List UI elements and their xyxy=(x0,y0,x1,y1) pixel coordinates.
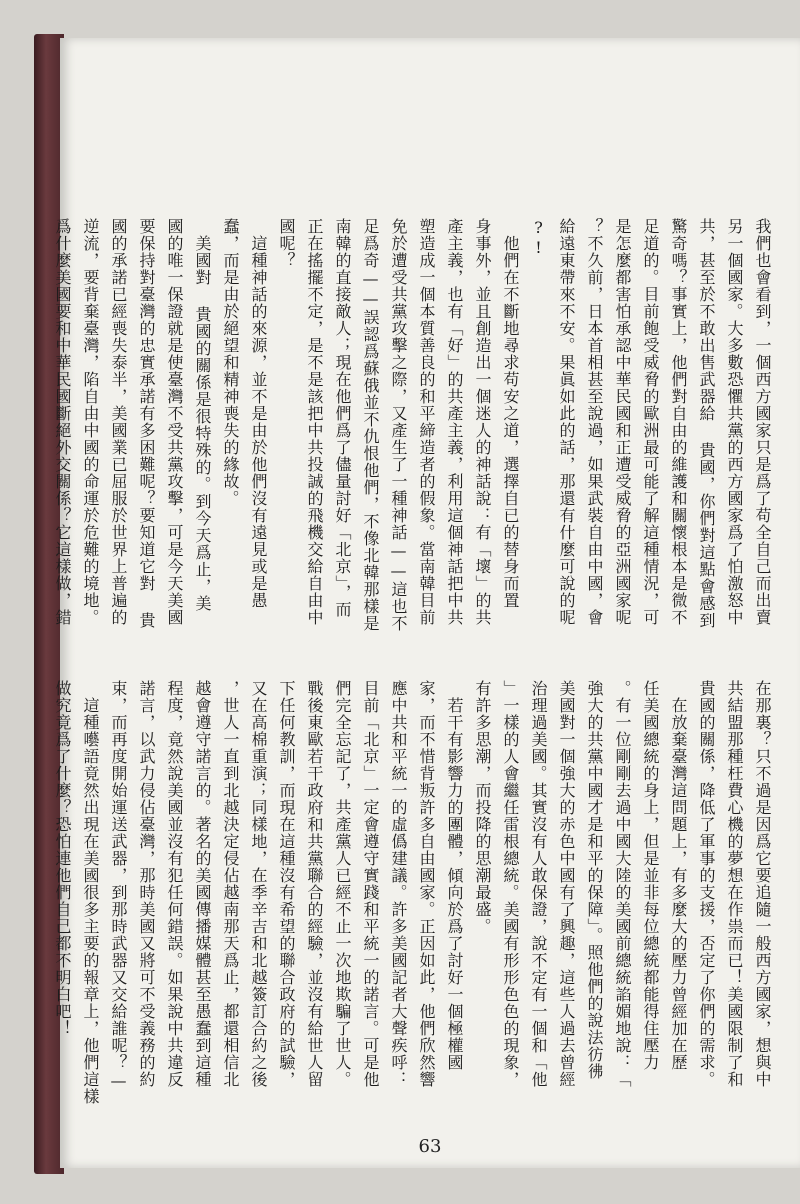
text-column: 驚奇嗎？事實上，他們對自由的維護和關懷根本是微不 xyxy=(669,218,688,626)
text-column: 爲什麼美國要和中華民國斷絕外交關係？它這樣做，錯 xyxy=(53,218,72,626)
text-column: 強大的共黨中國才是和平的保障」。照他們的說法彷彿 xyxy=(585,680,604,1080)
text-column: 美國對一個強大的赤色中國有了興趣，這些人過去曾經 xyxy=(557,680,576,1088)
text-column: 貴國的關係，降低了軍事的支援，否定了你們的需求。 xyxy=(697,680,716,1088)
text-column: 免於遭受共黨攻擊之際，又產生了一種神話——這也不 xyxy=(389,218,408,632)
text-column: 諾言，以武力侵佔臺灣，那時美國又將可不受義務的約 xyxy=(137,680,156,1088)
text-column: 是怎麼都害怕承認中華民國和正遭受威脅的亞洲國家呢 xyxy=(613,218,632,626)
text-column: 任美國總統的身上，但是並非每位總統都能得住壓力 xyxy=(641,680,660,1071)
text-column: 共，甚至於不敢出售武器給 貴國，你們對這點會感到 xyxy=(697,218,716,629)
text-column: 家，而不惜背叛許多自由國家。正因如此，他們欣然響 xyxy=(417,680,436,1088)
text-column: 身事外，並且創造出一個迷人的神話說：有「壞」的共 xyxy=(473,218,492,626)
text-column: 他們在不斷地尋求苟安之道，選擇自已的替身而置 xyxy=(501,218,520,609)
text-block-upper xyxy=(53,218,776,638)
text-column: 足爲奇——誤認爲蘇俄並不仇恨他們，不像北韓那樣是 xyxy=(361,218,380,632)
text-block-lower xyxy=(53,680,776,1120)
text-column: 要保持對臺灣的忠實承諾有多困難呢？要知道它對 貴 xyxy=(137,218,156,629)
text-column: 這種囈語竟然出現在美國很多主要的報章上，他們這樣 xyxy=(81,680,100,1105)
text-column: 國的唯一保證就是使臺灣不受共黨攻擊，可是今天美國 xyxy=(165,218,184,626)
text-column: 在放棄臺灣這問題上，有多麼大的壓力曾經加在歷 xyxy=(669,680,688,1071)
text-column: 正在搖擺不定，是不是該把中共投誠的飛機交給自由中 xyxy=(305,218,324,626)
text-column: ，世人一直到北越決定侵佔越南那天爲止，都還相信北 xyxy=(221,680,240,1088)
text-column: 國的承諾已經喪失泰半，美國業已屈服於世界上普遍的 xyxy=(109,218,128,626)
text-column: 戰後東歐若干政府和共黨聯合的經驗，並沒有給世人留 xyxy=(305,680,324,1088)
text-column: 做究竟爲了什麼？恐怕連他們自己都不明白吧！ xyxy=(53,680,72,1037)
text-column: 越會遵守諾言的。著名的美國傳播媒體甚至愚蠢到這種 xyxy=(193,680,212,1088)
text-column: 美國對 貴國的關係是很特殊的。到今天爲止，美 xyxy=(193,218,212,612)
text-column: 。有一位剛剛去過中國大陸的美國前總統諂媚地說：「 xyxy=(613,680,632,1088)
text-column: 國呢？ xyxy=(277,218,296,269)
text-column: 給遠東帶來不安。果眞如此的話，那還有什麼可說的呢 xyxy=(557,218,576,626)
text-column: 目前「北京」一定會遵守實踐和平統一的諾言。可是他 xyxy=(361,680,380,1088)
text-column: 在那裏？只不過是因爲它要追隨一般西方國家，想與中 xyxy=(753,680,772,1088)
text-column: 治理過美國。其實沒有人敢保證，說不定有一個和「他 xyxy=(529,680,548,1088)
text-column: 有許多思潮，而投降的思潮最盛。 xyxy=(473,680,492,935)
text-column: 這種神話的來源，並不是由於他們沒有遠見或是愚 xyxy=(249,218,268,609)
text-column: 共結盟那種枉費心機的夢想在作祟而已！美國限制了和 xyxy=(725,680,744,1088)
book-page xyxy=(53,38,800,1168)
text-column: 另一個國家。大多數恐懼共黨的西方國家爲了怕激怒中 xyxy=(725,218,744,626)
text-column: 南韓的直接敵人；現在他們爲了儘量討好「北京」，而 xyxy=(333,218,352,618)
text-column: 程度，竟然說美國並沒有犯任何錯誤。如果說中共違反 xyxy=(165,680,184,1088)
text-column: 產主義，也有「好」的共產主義，利用這個神話把中共 xyxy=(445,218,464,626)
text-column: 們完全忘記了，共產黨人已經不止一次地欺騙了世人。 xyxy=(333,680,352,1088)
text-column: 束，而再度開始運送武器，到那時武器又交給誰呢？— xyxy=(109,680,128,1091)
text-column: 足道的。目前飽受威脅的歐洲最可能了解這種情況，可 xyxy=(641,218,660,626)
page-number: 63 xyxy=(418,1136,442,1157)
text-column: 逆流，要背棄臺灣，陷自由中國的命運於危難的境地。 xyxy=(81,218,100,626)
text-column: 下任何教訓，而現在這種沒有希望的聯合政府的試驗， xyxy=(277,680,296,1088)
text-column: 又在高棉重演；同樣地，在季辛吉和北越簽訂合約之後 xyxy=(249,680,268,1088)
text-column: 塑造成一個本質善良的和平締造者的假象。當南韓目前 xyxy=(417,218,436,626)
text-column: ？不久前，日本首相甚至說過，如果武裝自由中國，會 xyxy=(585,218,604,626)
text-column: ?! xyxy=(529,218,548,258)
text-column: 」一樣的人會繼任雷根總統。美國有形形色色的現象， xyxy=(501,680,520,1088)
text-column: 若干有影響力的團體，傾向於爲了討好一個極權國 xyxy=(445,680,464,1071)
text-column: 蠢，而是由於絕望和精神喪失的緣故。 xyxy=(221,218,240,507)
text-column: 應中共和平統一的虛僞建議。許多美國記者大聲疾呼： xyxy=(389,680,408,1088)
text-column: 我們也會看到，一個西方國家只是爲了苟全自己而出賣 xyxy=(753,218,772,626)
